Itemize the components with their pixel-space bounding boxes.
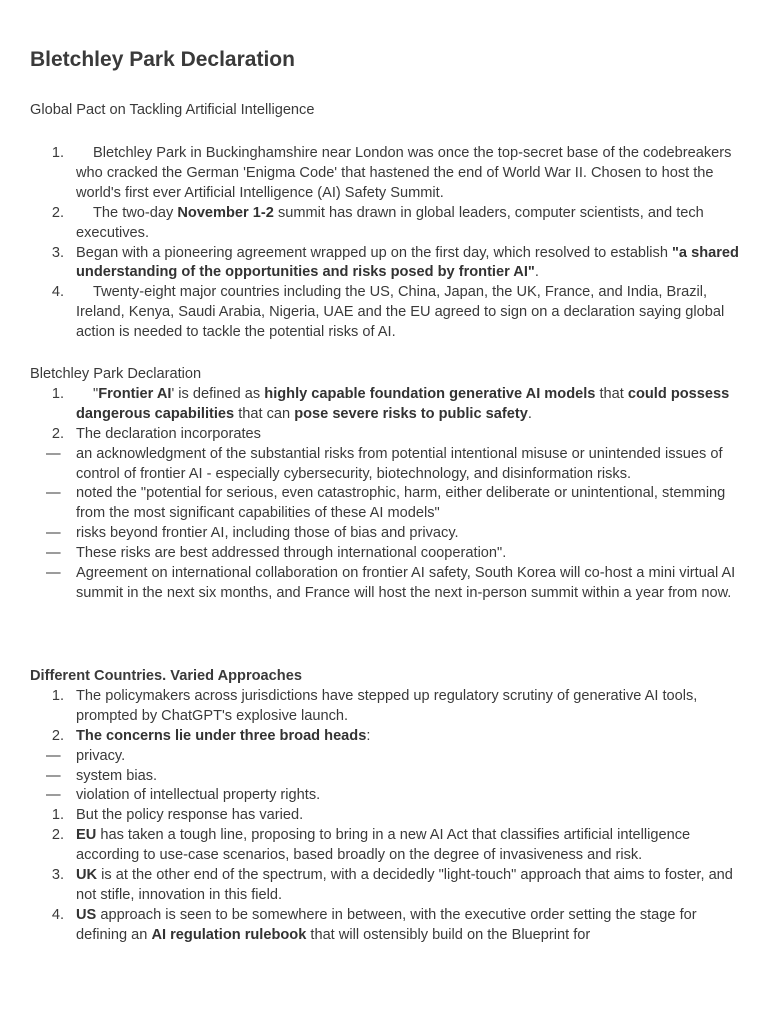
dash-bullet: — (46, 445, 61, 462)
list-number: 2. (51, 204, 64, 221)
text-run: violation of intellectual property rights. (76, 787, 321, 804)
text-run: The policymakers across jurisdictions have stepped up regulatory scrutiny of generative AI tools, prompted by ChatGPT's explosive launch. (76, 687, 698, 724)
bold-text: AI regulation rulebook (151, 926, 307, 943)
bold-text: highly capable foundation generative AI models (264, 385, 596, 402)
text-run: The declaration incorporates (76, 425, 261, 442)
section-heading: Different Countries. Varied Approaches (30, 668, 302, 684)
text-run: is at the other end of the spectrum, with a decidedly "light-touch" approach that aims to foster, and not stifle, innovation in this field. (76, 867, 733, 903)
dash-bullet: — (46, 787, 61, 804)
list-item (30, 144, 742, 204)
bold-text: "a shared understanding of the opportunities and risks posed by frontier AI" (76, 244, 739, 281)
bold-text: Frontier AI (98, 385, 172, 402)
list-item (30, 747, 742, 767)
text-run: . (534, 264, 539, 281)
text-run: These risks are best addressed through international cooperation". (76, 545, 507, 562)
section-heading: Bletchley Park Declaration (30, 366, 202, 382)
text-run: But the policy response has varied. (76, 807, 304, 824)
bold-text: US (76, 906, 97, 923)
list-item (30, 866, 742, 906)
text-run: Bletchley Park in Buckinghamshire near London was once the top-secret base of the codebreakers who cracked the German 'Enigma Code' that hastened the end of World War II. Chosen to host the world's first ever Artificial Intelligence (AI) Safety Summit. (76, 145, 732, 201)
dash-bullet: — (46, 565, 61, 582)
dash-bullet: — (46, 545, 61, 562)
list-item (30, 524, 742, 544)
list-number: 1. (51, 687, 64, 704)
bold-text: could possess dangerous capabilities (76, 385, 730, 422)
list-item (30, 244, 742, 284)
bold-text: UK (76, 867, 98, 884)
section-summit-overview (30, 144, 742, 343)
list-item (30, 727, 742, 747)
list-item (30, 767, 742, 787)
text-run: Began with a pioneering agreement wrapped up on the first day, which resolved to establish (76, 244, 672, 261)
bold-text: November 1-2 (177, 204, 274, 221)
list-item (30, 425, 742, 445)
list-number: 4. (51, 906, 64, 923)
text-run: ' is defined as (171, 385, 265, 402)
list-item (30, 484, 742, 524)
bold-text: pose severe risks to public safety (294, 405, 528, 422)
text-run: summit has drawn in global leaders, computer scientists, and tech executives. (76, 204, 704, 241)
page-title: Bletchley Park Declaration (30, 48, 295, 71)
text-run: The two-day (93, 204, 178, 221)
text-run: : (366, 727, 371, 744)
text-run: risks beyond frontier AI, including those of bias and privacy. (76, 525, 459, 542)
list-number: 1. (51, 385, 64, 402)
text-run: privacy. (76, 747, 126, 764)
text-run: has taken a tough line, proposing to bring in a new AI Act that classifies artificial intelligence according to use-case scenarios, based broadly on the degree of invasiveness and risk. (76, 827, 691, 864)
list-number: 1. (51, 145, 64, 161)
list-item (30, 204, 742, 244)
text-run: system bias. (76, 767, 158, 784)
list-number: 4. (51, 284, 64, 301)
text-run: an acknowledgment of the substantial risks from potential intentional misuse or unintended issues of control of frontier AI - especially cybersecurity, biotechnology, and disinformation risks. (76, 445, 723, 482)
text-run: that can (234, 405, 295, 422)
list-number: 2. (51, 727, 64, 744)
bold-text: EU (76, 827, 97, 844)
text-run: approach is seen to be somewhere in between, with the executive order setting the stage for defining an (76, 906, 697, 943)
list-item (30, 687, 742, 727)
dash-bullet: — (46, 525, 61, 542)
list-number: 2. (51, 425, 64, 442)
list-item (30, 385, 742, 425)
section-approaches (30, 667, 742, 946)
text-run: that will ostensibly build on the Blueprint for (306, 926, 591, 943)
declaration-list (30, 385, 742, 604)
list-item (30, 564, 742, 604)
list-item (30, 544, 742, 564)
page-subtitle: Global Pact on Tackling Artificial Intelligence (30, 102, 315, 118)
list-item (30, 786, 742, 806)
text-run: Agreement on international collaboration on frontier AI safety, South Korea will co-host a mini virtual AI summit in the next six months, and France will host the next in-person summit within a year from now. (76, 565, 736, 601)
overview-list (30, 144, 742, 343)
list-number: 3. (51, 244, 64, 261)
list-number: 3. (51, 867, 64, 884)
dash-bullet: — (46, 485, 61, 502)
list-item (30, 445, 742, 485)
text-run: . (527, 405, 532, 422)
list-item (30, 283, 742, 343)
approaches-list (30, 687, 742, 946)
text-run: " (93, 385, 99, 402)
list-item (30, 826, 742, 866)
text-run: noted the "potential for serious, even catastrophic, harm, either deliberate or unintentional, stemming from the most significant capabilities of these AI models" (76, 485, 726, 522)
list-item (30, 806, 742, 826)
dash-bullet: — (46, 767, 61, 784)
list-number: 2. (51, 827, 64, 844)
dash-bullet: — (46, 747, 61, 764)
text-run: Twenty-eight major countries including the US, China, Japan, the UK, France, and India, Brazil, Ireland, Kenya, Saudi Arabia, Nigeria, UAE and the EU agreed to sign on a declaration saying global action is needed to tackle the potential risks of AI. (76, 284, 725, 341)
list-item (30, 906, 742, 946)
list-number: 1. (51, 807, 64, 824)
bold-text: The concerns lie under three broad heads (76, 727, 367, 744)
section-declaration (30, 365, 742, 604)
text-run: that (595, 385, 628, 402)
